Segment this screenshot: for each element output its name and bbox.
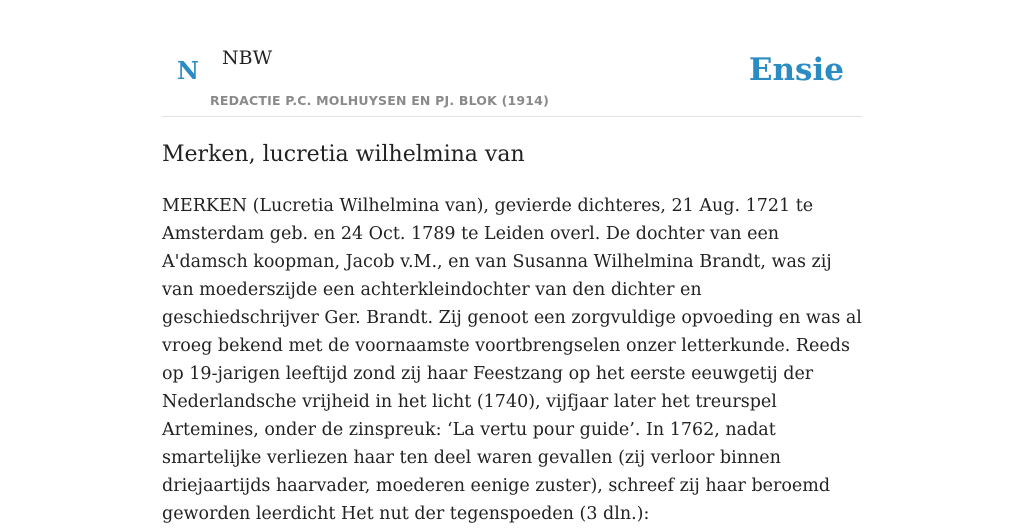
article-body: MERKEN (Lucretia Wilhelmina van), gevierde dichteres, 21 Aug. 1721 te Amsterdam geb. en 24 Oct. 1789 te Leiden overl. De dochter van een A'damsch koopman, Jacob v.M., en van Susanna Wilhelmina Brandt, was zij van moederszijde een achterkleindochter van den dichter en geschiedschrijver Ger. Brandt. Zij genoot een zorgvuldige opvoeding en was al vroeg bekend met de voornaamste voortbrengselen onzer letterkunde. Reeds op 19-jarigen leeftijd zond zij haar Feestzang op het eerste eeuwgetij der Nederlandsche vrijheid in het licht (1740), vijfjaar later het treurspel Artemines, onder de zinspreuk: ‘La vertu pour guide’. In 1762, nadat smartelijke verliezen haar ten deel waren gevallen (zij verloor binnen driejaartijds haarvader, moederen eenige zuster), schreef zij haar beroemd geworden leerdicht Het nut der tegenspoeden (3 dln.): bbox=[162, 196, 862, 524]
source-subtitle: REDACTIE P.C. MOLHUYSEN EN PJ. BLOK (1914) bbox=[210, 93, 549, 108]
article-title: Merken, lucretia wilhelmina van bbox=[162, 142, 525, 167]
source-name[interactable]: NBW bbox=[222, 47, 273, 69]
site-header bbox=[162, 0, 862, 117]
source-logo-icon[interactable]: N bbox=[177, 56, 199, 85]
brand-logo[interactable]: Ensie bbox=[748, 52, 844, 88]
